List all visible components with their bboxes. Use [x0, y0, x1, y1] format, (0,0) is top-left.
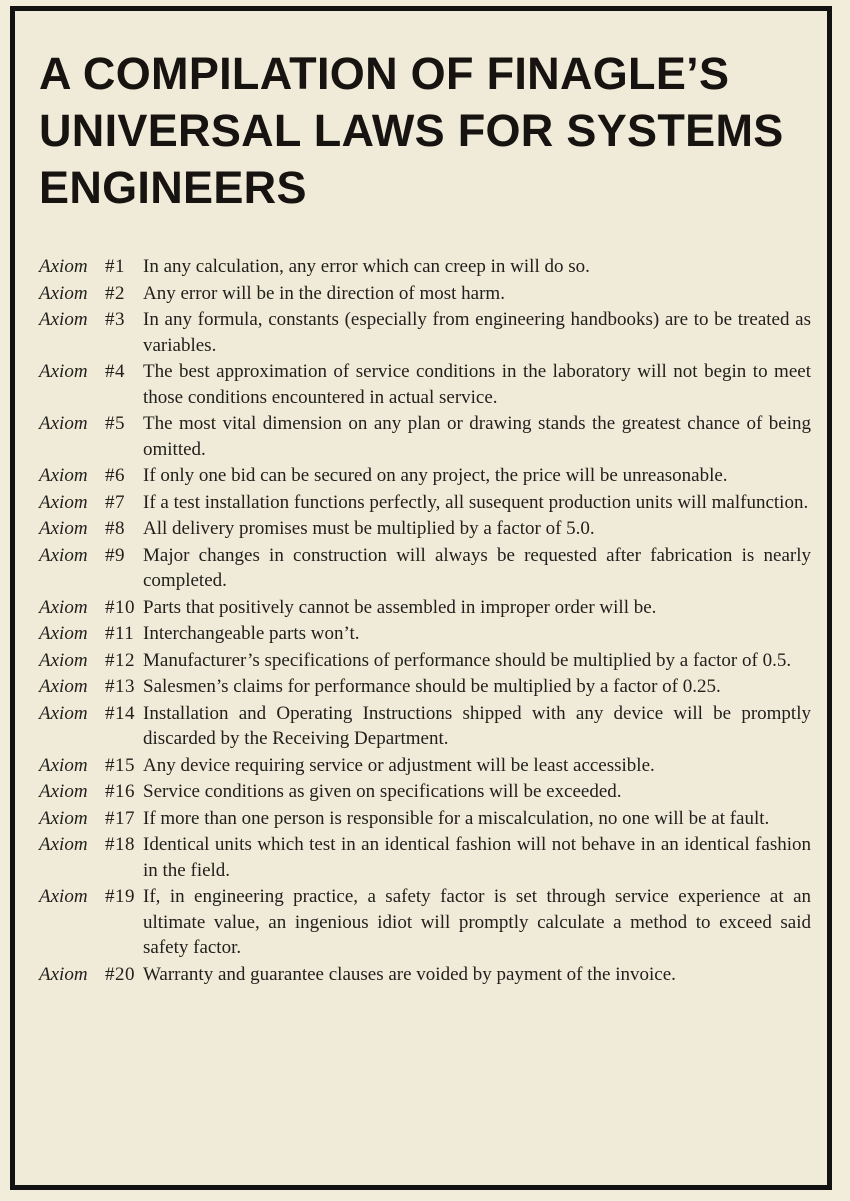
axiom-number: #2: [105, 282, 125, 304]
axiom-row: [39, 648, 813, 674]
axiom-number: #5: [105, 413, 125, 434]
axiom-number: #8: [105, 518, 125, 539]
axiom-number: #14: [105, 702, 135, 724]
axiom-word: Axiom: [39, 807, 88, 829]
axiom-row: [39, 490, 813, 516]
axiom-number: #17: [105, 807, 135, 829]
axiom-label: [39, 832, 143, 858]
axiom-number: #3: [105, 309, 125, 330]
axiom-label: [39, 753, 143, 779]
axiom-text: The best approximation of service conditions in the laboratory will not begin to meet those conditions encountered in actual service.: [143, 361, 811, 408]
axiom-label: [39, 701, 143, 727]
axiom-number: #16: [105, 781, 135, 802]
axiom-label: [39, 307, 143, 333]
axiom-row: [39, 884, 813, 961]
axiom-label: [39, 543, 143, 569]
axiom-list: [39, 254, 813, 987]
title-line-3: ENGINEERS: [39, 162, 307, 213]
axiom-number: #10: [105, 596, 135, 618]
axiom-label: [39, 779, 143, 805]
axiom-label: [39, 516, 143, 542]
axiom-number: #6: [105, 465, 125, 486]
axiom-number: #1: [105, 256, 125, 277]
axiom-row: [39, 411, 813, 462]
axiom-word: Axiom: [39, 518, 88, 539]
axiom-row: [39, 281, 813, 307]
axiom-text: Major changes in construction will always be requested after fabrication is nearly completed.: [143, 544, 811, 591]
axiom-word: Axiom: [39, 465, 88, 486]
axiom-text: Parts that positively cannot be assembled in improper order will be.: [143, 596, 657, 618]
axiom-label: [39, 962, 143, 988]
axiom-row: [39, 595, 813, 621]
axiom-number: #7: [105, 491, 125, 513]
axiom-word: Axiom: [39, 676, 88, 697]
axiom-word: Axiom: [39, 544, 88, 566]
axiom-number: #19: [105, 886, 135, 907]
axiom-row: [39, 701, 813, 752]
axiom-text: Manufacturer’s specifications of performance should be multiplied by a factor of 0.5.: [143, 649, 792, 671]
axiom-word: Axiom: [39, 781, 88, 802]
axiom-word: Axiom: [39, 834, 88, 855]
axiom-text: If a test installation functions perfectly, all susequent production units will malfunction.: [143, 491, 809, 513]
axiom-row: [39, 779, 813, 805]
axiom-label: [39, 411, 143, 437]
axiom-label: [39, 806, 143, 832]
axiom-text: Service conditions as given on specifications will be exceeded.: [143, 781, 622, 802]
axiom-row: [39, 543, 813, 594]
axiom-text: Identical units which test in an identical fashion will not behave in an identical fashion in the field.: [143, 834, 811, 881]
axiom-text: Any error will be in the direction of most harm.: [143, 282, 505, 304]
axiom-word: Axiom: [39, 886, 88, 907]
axiom-text: In any calculation, any error which can creep in will do so.: [143, 256, 590, 277]
page-content: [15, 11, 827, 987]
page-title: [39, 45, 813, 216]
axiom-row: [39, 806, 813, 832]
axiom-word: Axiom: [39, 491, 88, 513]
axiom-word: Axiom: [39, 649, 88, 671]
axiom-row: [39, 254, 813, 280]
axiom-number: #15: [105, 754, 135, 776]
axiom-word: Axiom: [39, 963, 88, 985]
axiom-row: [39, 962, 813, 988]
axiom-label: [39, 463, 143, 489]
axiom-word: Axiom: [39, 361, 88, 382]
axiom-label: [39, 359, 143, 385]
axiom-row: [39, 621, 813, 647]
axiom-word: Axiom: [39, 596, 88, 618]
axiom-number: #13: [105, 676, 135, 697]
axiom-number: #20: [105, 963, 135, 985]
axiom-row: [39, 359, 813, 410]
axiom-word: Axiom: [39, 623, 88, 644]
axiom-text: All delivery promises must be multiplied by a factor of 5.0.: [143, 518, 595, 539]
axiom-text: If more than one person is responsible for a miscalculation, no one will be at fault.: [143, 807, 770, 829]
axiom-word: Axiom: [39, 754, 88, 776]
axiom-number: #9: [105, 544, 125, 566]
axiom-text: If, in engineering practice, a safety factor is set through service experience at an ultimate value, an ingenious idiot will promptly calculate a method to exceed said safety factor.: [143, 886, 811, 958]
axiom-label: [39, 621, 143, 647]
axiom-label: [39, 595, 143, 621]
axiom-text: Installation and Operating Instructions shipped with any device will be promptly discarded by the Receiving Department.: [143, 702, 811, 749]
page-frame: [10, 6, 832, 1190]
axiom-row: [39, 307, 813, 358]
title-line-2: UNIVERSAL LAWS FOR SYSTEMS: [39, 105, 784, 156]
axiom-number: #11: [105, 623, 135, 644]
axiom-word: Axiom: [39, 413, 88, 434]
axiom-word: Axiom: [39, 256, 88, 277]
axiom-word: Axiom: [39, 702, 88, 724]
axiom-row: [39, 516, 813, 542]
axiom-label: [39, 281, 143, 307]
axiom-text: The most vital dimension on any plan or drawing stands the greatest chance of being omitted.: [143, 413, 811, 460]
axiom-text: Salesmen’s claims for performance should be multiplied by a factor of 0.25.: [143, 676, 721, 697]
axiom-row: [39, 753, 813, 779]
axiom-label: [39, 884, 143, 910]
axiom-text: Warranty and guarantee clauses are voided by payment of the invoice.: [143, 963, 676, 985]
axiom-text: Any device requiring service or adjustment will be least accessible.: [143, 754, 655, 776]
axiom-word: Axiom: [39, 309, 88, 330]
axiom-label: [39, 490, 143, 516]
title-line-1: A COMPILATION OF FINAGLE’S: [39, 48, 730, 99]
axiom-text: Interchangeable parts won’t.: [143, 623, 360, 644]
axiom-number: #12: [105, 649, 135, 671]
axiom-row: [39, 832, 813, 883]
axiom-text: In any formula, constants (especially from engineering handbooks) are to be treated as variables.: [143, 309, 811, 356]
axiom-text: If only one bid can be secured on any project, the price will be unreasonable.: [143, 465, 728, 486]
axiom-number: #18: [105, 834, 135, 855]
axiom-label: [39, 674, 143, 700]
axiom-number: #4: [105, 361, 125, 382]
axiom-label: [39, 254, 143, 280]
axiom-label: [39, 648, 143, 674]
axiom-word: Axiom: [39, 282, 88, 304]
axiom-row: [39, 674, 813, 700]
axiom-row: [39, 463, 813, 489]
